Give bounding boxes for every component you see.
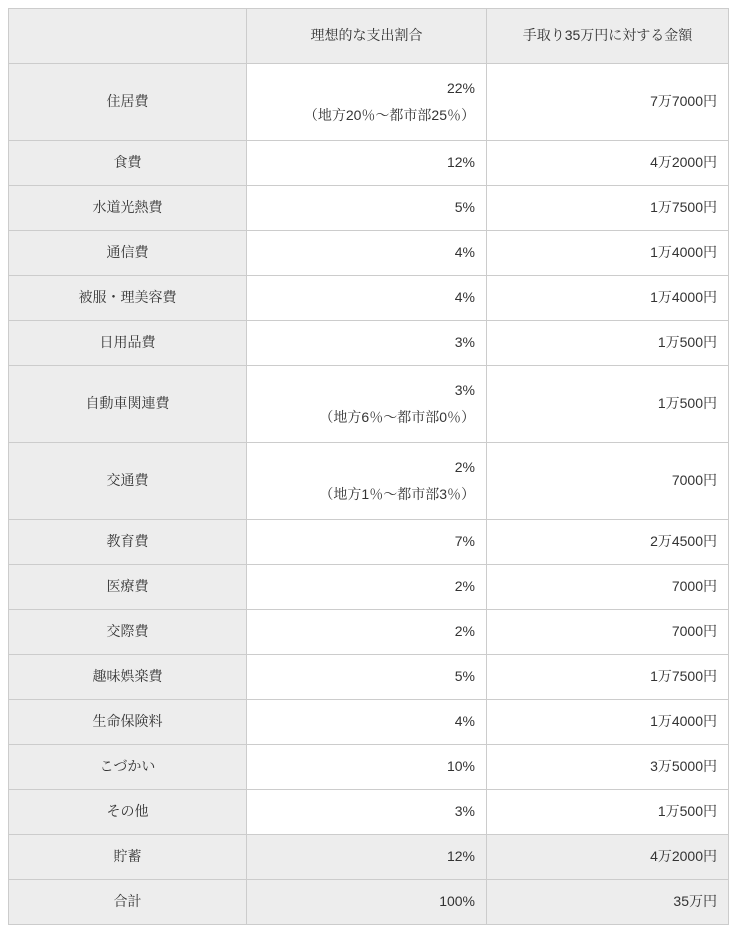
table-row <box>9 276 729 321</box>
category-cell: 交際費 <box>9 610 247 655</box>
ratio-note: （地方6％〜都市部0％） <box>319 408 475 425</box>
ratio-value: 22% <box>446 79 475 96</box>
ratio-value: 2% <box>454 458 475 475</box>
table-row <box>9 64 729 141</box>
amount-cell: 1万500円 <box>487 321 729 366</box>
category-cell: 医療費 <box>9 565 247 610</box>
amount-cell: 7000円 <box>487 610 729 655</box>
category-cell: 貯蓄 <box>9 835 247 880</box>
category-cell: 食費 <box>9 141 247 186</box>
amount-cell: 1万500円 <box>487 366 729 443</box>
table-row <box>9 443 729 520</box>
ratio-cell: 3% <box>247 321 487 366</box>
ratio-cell: 2% <box>247 610 487 655</box>
ratio-cell <box>247 64 487 141</box>
category-cell: 自動車関連費 <box>9 366 247 443</box>
ratio-cell: 4% <box>247 700 487 745</box>
ratio-cell: 4% <box>247 231 487 276</box>
amount-cell: 4万2000円 <box>487 141 729 186</box>
amount-cell: 1万7500円 <box>487 655 729 700</box>
table-row <box>9 520 729 565</box>
table-row-total <box>9 880 729 925</box>
table-row-savings <box>9 835 729 880</box>
table-row <box>9 700 729 745</box>
ratio-note: （地方20％〜都市部25％） <box>303 106 475 123</box>
amount-cell: 35万円 <box>487 880 729 925</box>
ratio-cell: 7% <box>247 520 487 565</box>
table-row <box>9 321 729 366</box>
ratio-cell: 2% <box>247 565 487 610</box>
amount-cell: 1万4000円 <box>487 276 729 321</box>
table-row <box>9 655 729 700</box>
table-row <box>9 366 729 443</box>
col-header-ratio: 理想的な支出割合 <box>247 9 487 64</box>
category-cell: こづかい <box>9 745 247 790</box>
col-header-category <box>9 9 247 64</box>
category-cell: 生命保険料 <box>9 700 247 745</box>
ratio-cell: 4% <box>247 276 487 321</box>
amount-cell: 1万500円 <box>487 790 729 835</box>
category-cell: 合計 <box>9 880 247 925</box>
category-cell: その他 <box>9 790 247 835</box>
ratio-cell: 10% <box>247 745 487 790</box>
ratio-cell: 3% <box>247 790 487 835</box>
category-cell: 趣味娯楽費 <box>9 655 247 700</box>
amount-cell: 1万7500円 <box>487 186 729 231</box>
category-cell: 水道光熱費 <box>9 186 247 231</box>
category-cell: 被服・理美容費 <box>9 276 247 321</box>
category-cell: 住居費 <box>9 64 247 141</box>
ratio-cell: 12% <box>247 835 487 880</box>
amount-cell: 1万4000円 <box>487 700 729 745</box>
header-row <box>9 9 729 64</box>
ratio-cell: 12% <box>247 141 487 186</box>
ratio-cell <box>247 366 487 443</box>
category-cell: 教育費 <box>9 520 247 565</box>
ratio-cell: 5% <box>247 655 487 700</box>
table-header <box>9 9 729 64</box>
amount-cell: 7000円 <box>487 443 729 520</box>
table-row <box>9 186 729 231</box>
ratio-note: （地方1％〜都市部3％） <box>319 485 475 502</box>
ratio-cell: 5% <box>247 186 487 231</box>
amount-cell: 4万2000円 <box>487 835 729 880</box>
ratio-cell: 100% <box>247 880 487 925</box>
col-header-amount: 手取り35万円に対する金額 <box>487 9 729 64</box>
category-cell: 日用品費 <box>9 321 247 366</box>
table-row <box>9 565 729 610</box>
amount-cell: 7000円 <box>487 565 729 610</box>
table-body <box>9 64 729 925</box>
amount-cell: 7万7000円 <box>487 64 729 141</box>
table-row <box>9 610 729 655</box>
category-cell: 通信費 <box>9 231 247 276</box>
ratio-value: 3% <box>454 381 475 398</box>
table-row <box>9 231 729 276</box>
amount-cell: 2万4500円 <box>487 520 729 565</box>
table-row <box>9 141 729 186</box>
amount-cell: 1万4000円 <box>487 231 729 276</box>
table-row <box>9 745 729 790</box>
budget-table <box>8 8 729 925</box>
table-row <box>9 790 729 835</box>
ratio-cell <box>247 443 487 520</box>
category-cell: 交通費 <box>9 443 247 520</box>
amount-cell: 3万5000円 <box>487 745 729 790</box>
